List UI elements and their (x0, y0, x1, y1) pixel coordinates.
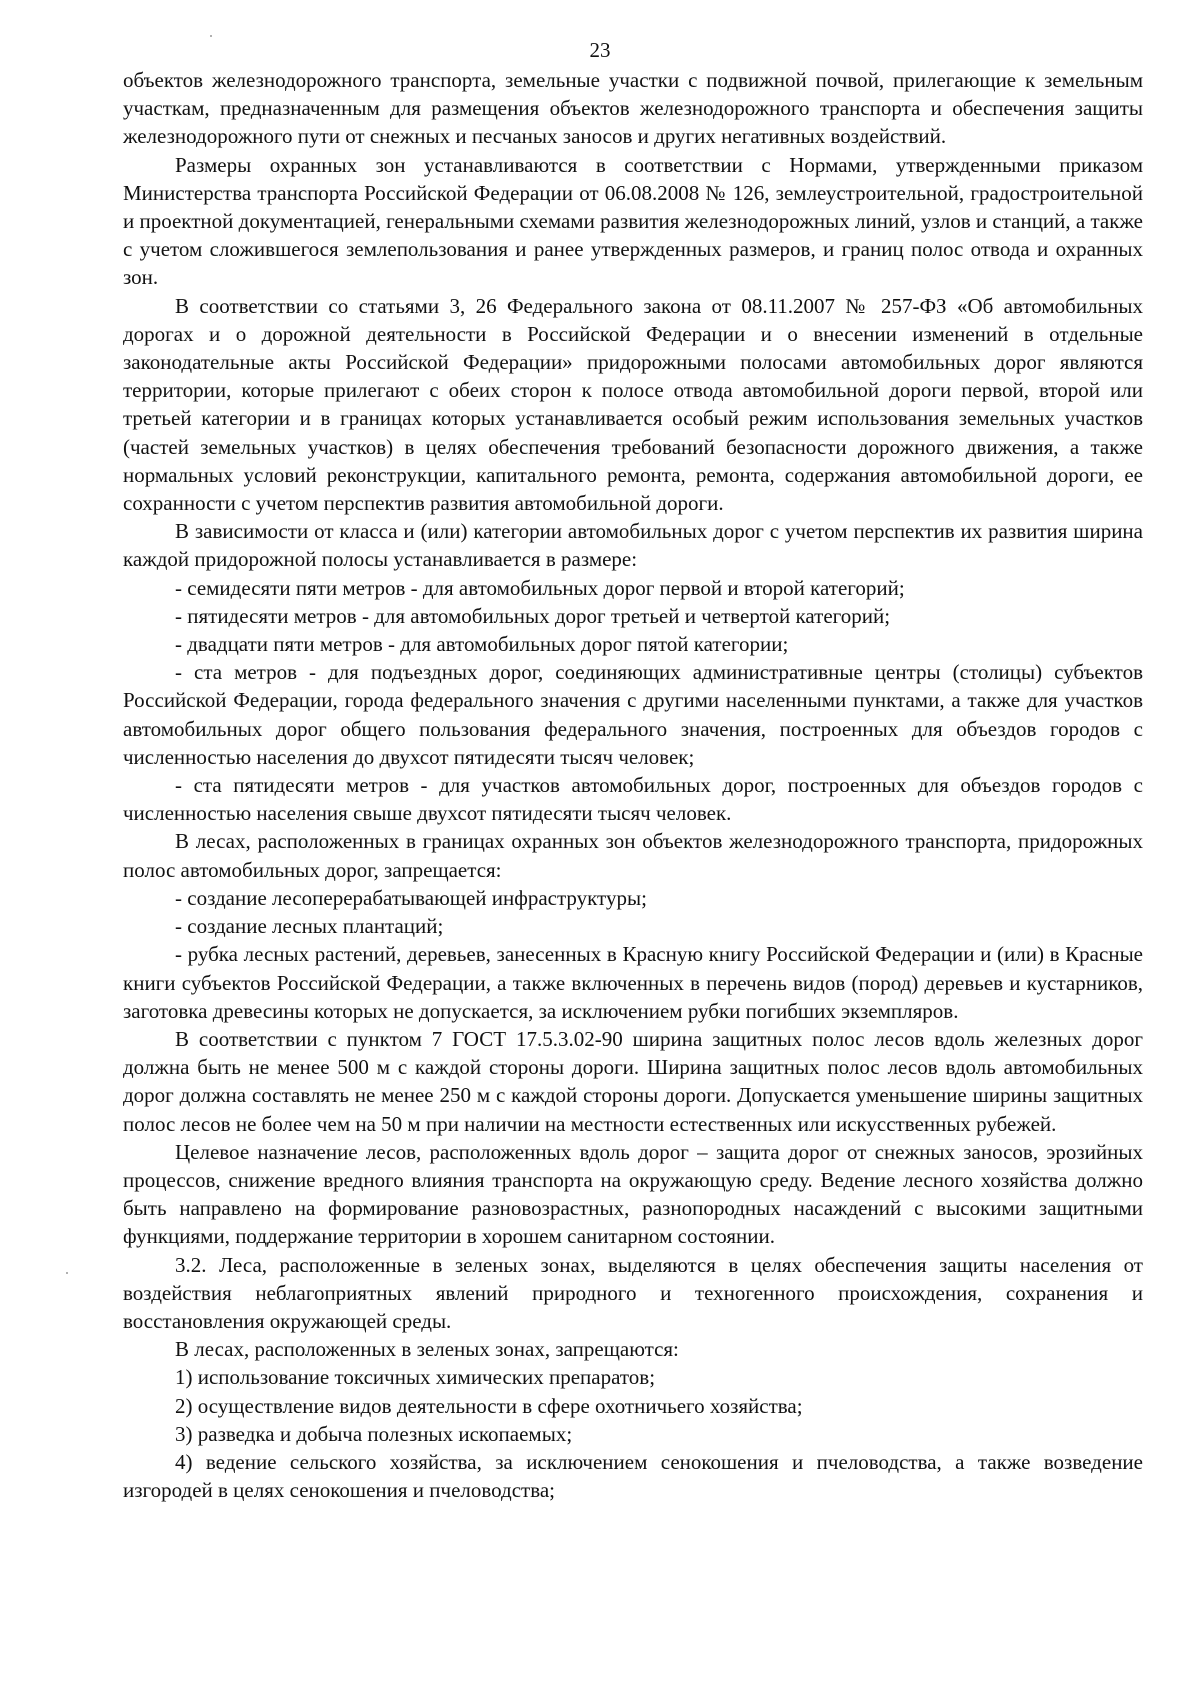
paragraph-section-3-2: 3.2. Леса, расположенные в зеленых зонах, выделяются в целях обеспечения защиты населения от воздействия неблагоприятных явлений природного и техногенного происхождения, сохранения и восстановления окружающей среды. (123, 1252, 1143, 1333)
list-item: - ста пятидесяти метров - для участков автомобильных дорог, построенных для объездов городов с численностью населения свыше двухсот пятидесяти тысяч человек. (123, 773, 1143, 826)
paragraph-gost-protective-strips: В соответствии с пунктом 7 ГОСТ 17.5.3.02-90 ширина защитных полос лесов вдоль железных дорог должна быть не менее 500 м с каждой стороны дороги. Ширина защитных полос лесов вдоль автомобильных дорог должна составлять не менее 250 м с каждой стороны дороги. Допускается уменьшение ширины защитных полос лесов не более чем на 50 м при наличии на местности естественных или искусственных рубежей. (123, 1026, 1143, 1136)
list-item: 2) осуществление видов деятельности в сфере охотничьего хозяйства; (175, 1393, 803, 1418)
list-item: 1) использование токсичных химических препаратов; (175, 1365, 656, 1390)
list-item: - двадцати пяти метров - для автомобильных дорог пятой категории; (175, 632, 789, 657)
paragraph-strip-width-intro: В зависимости от класса и (или) категории автомобильных дорог с учетом перспектив их развития ширина каждой придорожной полосы устанавливается в размере: (123, 519, 1143, 572)
list-item: - рубка лесных растений, деревьев, занесенных в Красную книгу Российской Федерации и (или) в Красные книги субъектов Российской Федерации, а также включенных в перечень видов (пород) деревьев и кустарников, заготовка древесины которых не допускается, за исключением рубки погибших экземпляров. (123, 942, 1143, 1023)
list-item: - создание лесных плантаций; (175, 914, 444, 939)
list-item: 3) разведка и добыча полезных ископаемых; (175, 1421, 573, 1446)
paragraph-continuation: объектов железнодорожного транспорта, земельные участки с подвижной почвой, прилегающие к земельным участкам, предназначенным для размещения объектов железнодорожного транспорта и обеспечения защиты железнодорожного пути от снежных и песчаных заносов и других негативных воздействий. (123, 68, 1143, 149)
scan-speck (66, 1272, 68, 1274)
paragraph-forest-prohibitions-intro: В лесах, расположенных в границах охранных зон объектов железнодорожного транспорта, придорожных полос автомобильных дорог, запрещается: (123, 829, 1143, 882)
scan-speck (210, 35, 212, 37)
body-text (123, 66, 1143, 1504)
paragraph-protection-zone-sizes: Размеры охранных зон устанавливаются в соответствии с Нормами, утвержденными приказом Министерства транспорта Российской Федерации от 06.08.2008 № 126, землеустроительной, градостроительной и проектной документацией, генеральными схемами развития железнодорожных линий, узлов и станций, а также с учетом сложившегося землепользования и ранее утвержденных размеров, и границ полос отвода и охранных зон. (123, 152, 1143, 290)
paragraph-forest-purpose: Целевое назначение лесов, расположенных вдоль дорог – защита дорог от снежных заносов, эрозийных процессов, снижение вредного влияния транспорта на окружающую среду. Ведение лесного хозяйства должно быть направлено на формирование разновозрастных, разнопородных насаждений с высокими защитными функциями, поддержание территории в хорошем санитарном состоянии. (123, 1139, 1143, 1249)
list-item: - семидесяти пяти метров - для автомобильных дорог первой и второй категорий; (175, 575, 905, 600)
list-item: - ста метров - для подъездных дорог, соединяющих административные центры (столицы) субъектов Российской Федерации, города федерального значения с другими населенными пунктами, а также для участков автомобильных дорог общего пользования федерального значения, построенных для объездов городов с численностью населения до двухсот пятидесяти тысяч человек; (123, 660, 1143, 769)
list-item: - создание лесоперерабатывающей инфраструктуры; (175, 885, 647, 910)
page-number: 23 (589, 38, 611, 62)
paragraph-roadside-strips-law: В соответствии со статьями 3, 26 Федерального закона от 08.11.2007 № 257-ФЗ «Об автомобильных дорогах и о дорожной деятельности в Российской Федерации и о внесении изменений в отдельные законодательные акты Российской Федерации» придорожными полосами автомобильных дорог являются территории, которые прилегают с обеих сторон к полосе отвода автомобильной дороги первой, второй или третьей категории и в границах которых устанавливается особый режим использования земельных участков (частей земельных участков) в целях обеспечения требований безопасности дорожного движения, а также нормальных условий реконструкции, капитального ремонта, ремонта, содержания автомобильной дороги, ее сохранности с учетом перспектив развития автомобильной дороги. (123, 293, 1143, 516)
list-item: 4) ведение сельского хозяйства, за исключением сенокошения и пчеловодства, а также возведение изгородей в целях сенокошения и пчеловодства; (123, 1449, 1143, 1503)
paragraph-green-zone-prohibitions-intro: В лесах, расположенных в зеленых зонах, запрещаются: (175, 1337, 679, 1362)
list-item: - пятидесяти метров - для автомобильных дорог третьей и четвертой категорий; (175, 603, 891, 628)
